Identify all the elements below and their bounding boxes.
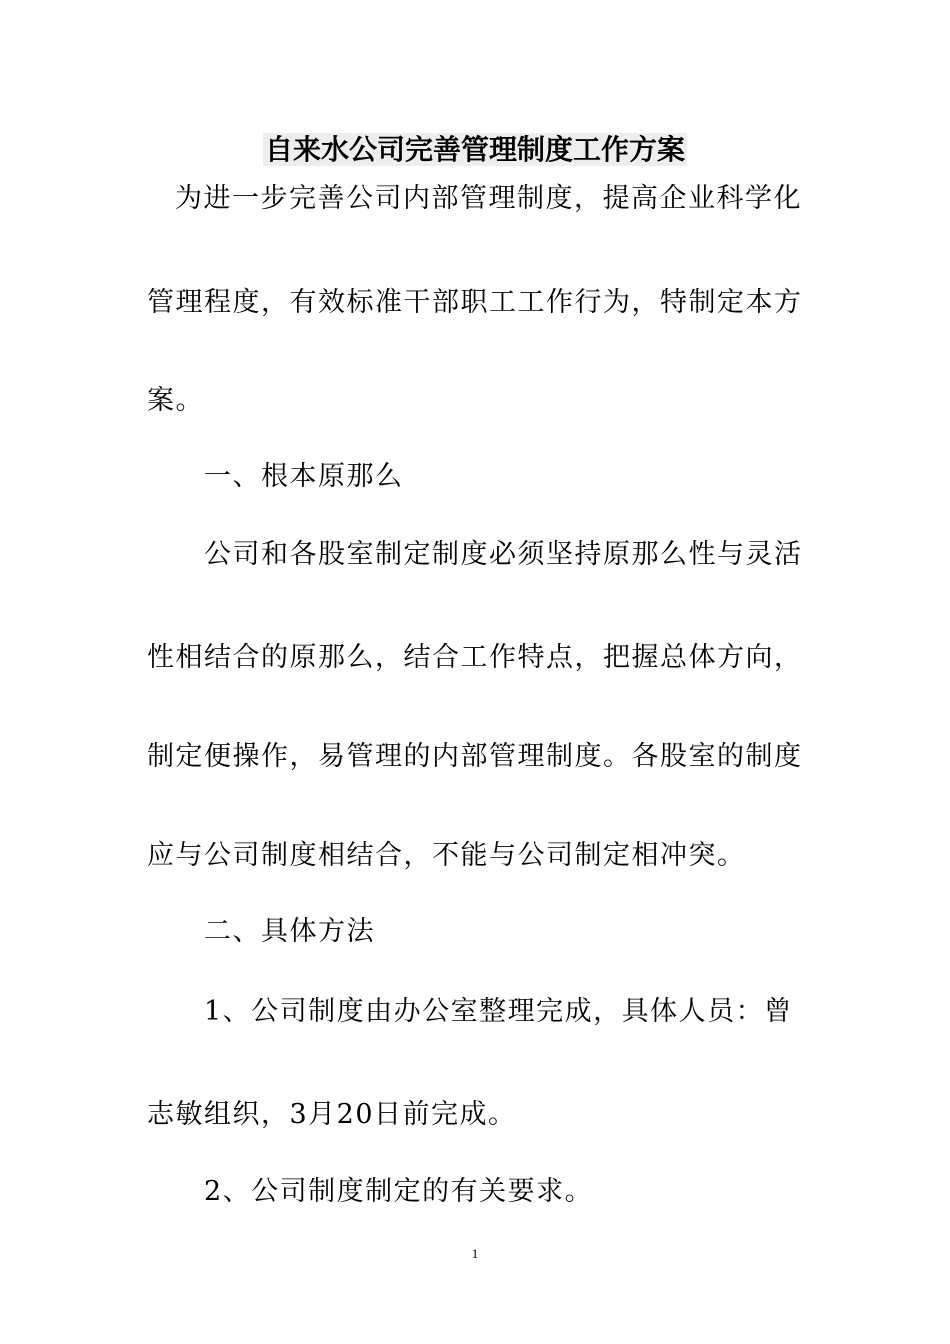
paragraph-line: 2、公司制度制定的有关要求。 <box>204 1176 594 1207</box>
page-number: 1 <box>471 1246 479 1261</box>
document-title-text: 自来水公司完善管理制度工作方案 <box>264 133 685 166</box>
paragraph-line: 性相结合的原那么，结合工作特点，把握总体方向， <box>147 642 803 673</box>
document-title <box>0 127 950 173</box>
paragraph-line: 1、公司制度由办公室整理完成，具体人员：曾 <box>204 996 793 1027</box>
paragraph-line: 案。 <box>147 385 204 416</box>
section-heading: 二、具体方法 <box>204 916 375 947</box>
paragraph-line: 管理程度，有效标准干部职工工作行为，特制定本方 <box>147 287 803 318</box>
paragraph-line: 制定便操作，易管理的内部管理制度。各股室的制度 <box>147 741 803 772</box>
paragraph-line: 志敏组织，3月20日前完成。 <box>147 1099 517 1130</box>
section-heading: 一、根本原那么 <box>204 461 404 492</box>
paragraph-line: 应与公司制度相结合，不能与公司制定相冲突。 <box>147 840 746 871</box>
paragraph-line: 为进一步完善公司内部管理制度，提高企业科学化 <box>175 183 802 214</box>
paragraph-line: 公司和各股室制定制度必须坚持原那么性与灵活 <box>204 539 803 570</box>
